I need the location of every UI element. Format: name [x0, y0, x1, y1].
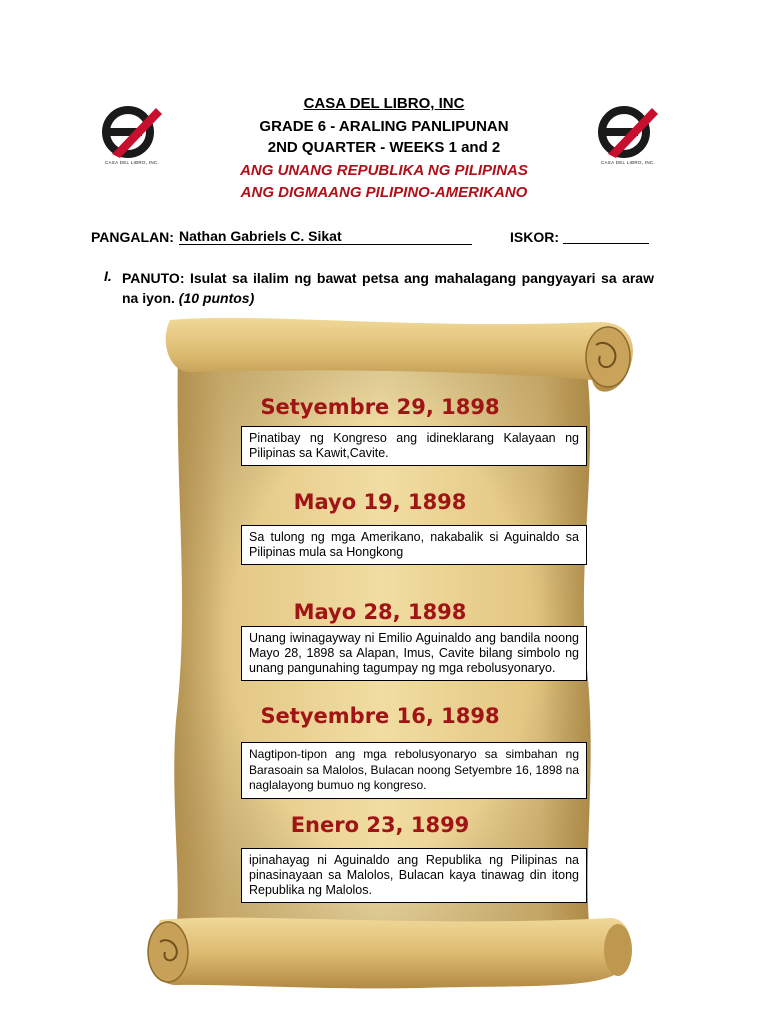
answer-box[interactable]: ipinahayag ni Aguinaldo ang Republika ng Pilipinas na pinasinayaan sa Malolos, Bulacan kaya tinawag din itong Republika ng Malolos. [241, 848, 587, 903]
topic-title-1: ANG UNANG REPUBLIKA NG PILIPINAS [240, 162, 528, 179]
company-logo-left [98, 104, 166, 174]
instruction-number: I. [104, 268, 112, 284]
answer-box[interactable]: Pinatibay ng Kongreso ang idineklarang Kalayaan ng Pilipinas sa Kawit,Cavite. [241, 426, 587, 466]
logo-caption: CASA DEL LIBRO, INC. [600, 160, 656, 165]
company-title: CASA DEL LIBRO, INC [303, 95, 465, 112]
event-date: Setyembre 16, 1898 [260, 704, 500, 728]
answer-box[interactable]: Sa tulong ng mga Amerikano, nakabalik si Aguinaldo sa Pilipinas mula sa Hongkong [241, 525, 587, 565]
answer-box[interactable]: Nagtipon-tipon ang mga rebolusyonaryo sa simbahan ng Barasoain sa Malolos, Bulacan noong Setyembre 16, 1898 na naglalayong bumuo ng kongreso. [241, 742, 587, 799]
event-date: Mayo 28, 1898 [293, 600, 467, 624]
quarter-weeks: 2ND QUARTER - WEEKS 1 and 2 [267, 139, 501, 156]
score-label: ISKOR: [510, 229, 559, 245]
topic-title-2: ANG DIGMAANG PILIPINO-AMERIKANO [240, 184, 528, 201]
instructions [122, 268, 654, 308]
event-date: Setyembre 29, 1898 [260, 395, 500, 419]
event-date: Enero 23, 1899 [290, 813, 470, 837]
score-field[interactable] [563, 243, 649, 244]
company-logo-right [594, 104, 662, 174]
instruction-points: (10 puntos) [178, 290, 255, 306]
name-field[interactable]: Nathan Gabriels C. Sikat [179, 229, 472, 245]
name-label: PANGALAN: [91, 229, 174, 245]
instruction-text: PANUTO: Isulat sa ilalim ng bawat petsa ang mahalagang pangyayari sa araw na iyon. [122, 270, 654, 306]
grade-subject: GRADE 6 - ARALING PANLIPUNAN [259, 118, 509, 135]
answer-box[interactable]: Unang iwinagayway ni Emilio Aguinaldo ang bandila noong Mayo 28, 1898 sa Alapan, Imus, Cavite bilang simbolo ng unang pangunahing tagumpay ng mga rebolusyonaryo. [241, 626, 587, 681]
event-date: Mayo 19, 1898 [293, 490, 467, 514]
logo-caption: CASA DEL LIBRO, INC. [104, 160, 160, 165]
